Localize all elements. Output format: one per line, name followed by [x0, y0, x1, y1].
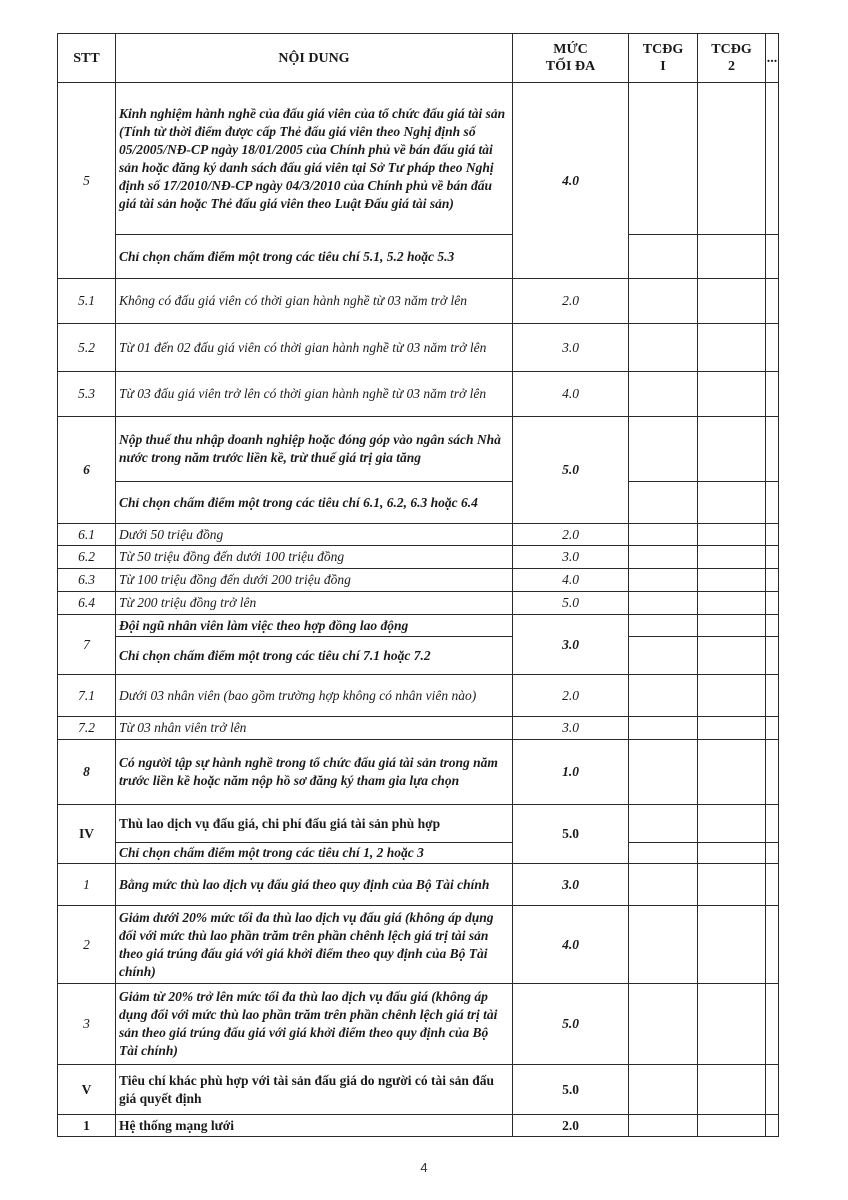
score-cell-more[interactable] — [766, 984, 779, 1065]
score-cell-1[interactable] — [629, 524, 698, 546]
table-row — [58, 482, 779, 524]
score-cell-2[interactable] — [698, 984, 766, 1065]
score-cell-1[interactable] — [629, 1065, 698, 1115]
header-max: MỨC TỐI ĐA — [513, 34, 629, 83]
score-cell-more[interactable] — [766, 615, 779, 637]
row-stt: 6.2 — [58, 546, 116, 569]
score-cell-2[interactable] — [698, 717, 766, 740]
row-max: 2.0 — [513, 279, 629, 324]
score-cell-1[interactable] — [629, 482, 698, 524]
table-row — [58, 524, 779, 546]
row-content: Dưới 03 nhân viên (bao gồm trường hợp không có nhân viên nào) — [116, 675, 513, 717]
score-cell-more[interactable] — [766, 1115, 779, 1137]
table-row — [58, 740, 779, 805]
table-row — [58, 372, 779, 417]
score-cell-2[interactable] — [698, 83, 766, 235]
page-number: 4 — [420, 1160, 428, 1175]
row-stt: 6 — [58, 417, 116, 524]
row-max: 5.0 — [513, 1065, 629, 1115]
score-cell-2[interactable] — [698, 546, 766, 569]
score-cell-2[interactable] — [698, 592, 766, 615]
header-stt: STT — [58, 34, 116, 83]
score-cell-1[interactable] — [629, 1115, 698, 1137]
row-max: 3.0 — [513, 324, 629, 372]
row-max: 2.0 — [513, 524, 629, 546]
table-row — [58, 984, 779, 1065]
header-tc1: TCĐG I — [629, 34, 698, 83]
row-content: Từ 03 đấu giá viên trở lên có thời gian hành nghề từ 03 năm trở lên — [116, 372, 513, 417]
criteria-table — [57, 33, 779, 1137]
row-stt: 7.1 — [58, 675, 116, 717]
table-row — [58, 805, 779, 843]
row-max: 3.0 — [513, 615, 629, 675]
score-cell-1[interactable] — [629, 637, 698, 675]
score-cell-1[interactable] — [629, 417, 698, 482]
row-max: 2.0 — [513, 675, 629, 717]
score-cell-1[interactable] — [629, 675, 698, 717]
score-cell-more[interactable] — [766, 864, 779, 906]
row-max: 3.0 — [513, 546, 629, 569]
row-stt: 5.1 — [58, 279, 116, 324]
header-content: NỘI DUNG — [116, 34, 513, 83]
score-cell-2[interactable] — [698, 524, 766, 546]
score-cell-1[interactable] — [629, 569, 698, 592]
table-row — [58, 546, 779, 569]
row-stt: 1 — [58, 864, 116, 906]
row-content: Đội ngũ nhân viên làm việc theo hợp đồng lao động — [116, 615, 513, 637]
score-cell-2[interactable] — [698, 843, 766, 864]
row-note: Chỉ chọn chấm điểm một trong các tiêu chí 5.1, 5.2 hoặc 5.3 — [116, 235, 513, 279]
row-max: 5.0 — [513, 984, 629, 1065]
row-content: Tiêu chí khác phù hợp với tài sản đấu giá do người có tài sản đấu giá quyết định — [116, 1065, 513, 1115]
score-cell-more[interactable] — [766, 717, 779, 740]
row-content: Từ 50 triệu đồng đến dưới 100 triệu đồng — [116, 546, 513, 569]
score-cell-2[interactable] — [698, 805, 766, 843]
row-max: 3.0 — [513, 717, 629, 740]
row-stt: 6.1 — [58, 524, 116, 546]
row-stt: 3 — [58, 984, 116, 1065]
score-cell-more[interactable] — [766, 235, 779, 279]
score-cell-1[interactable] — [629, 324, 698, 372]
row-content: Từ 100 triệu đồng đến dưới 200 triệu đồng — [116, 569, 513, 592]
row-content: Không có đấu giá viên có thời gian hành nghề từ 03 năm trở lên — [116, 279, 513, 324]
row-max: 4.0 — [513, 569, 629, 592]
score-cell-more[interactable] — [766, 592, 779, 615]
score-cell-1[interactable] — [629, 83, 698, 235]
row-stt: 7.2 — [58, 717, 116, 740]
row-stt: IV — [58, 805, 116, 864]
score-cell-more[interactable] — [766, 417, 779, 482]
score-cell-1[interactable] — [629, 546, 698, 569]
row-stt: 5 — [58, 83, 116, 279]
score-cell-2[interactable] — [698, 637, 766, 675]
row-max: 5.0 — [513, 417, 629, 524]
score-cell-2[interactable] — [698, 864, 766, 906]
score-cell-1[interactable] — [629, 592, 698, 615]
row-stt: 5.3 — [58, 372, 116, 417]
table-row — [58, 864, 779, 906]
score-cell-more[interactable] — [766, 279, 779, 324]
row-content: Từ 03 nhân viên trở lên — [116, 717, 513, 740]
row-max: 2.0 — [513, 1115, 629, 1137]
score-cell-more[interactable] — [766, 637, 779, 675]
table-row — [58, 235, 779, 279]
row-max: 4.0 — [513, 372, 629, 417]
score-cell-more[interactable] — [766, 740, 779, 805]
row-stt: 6.4 — [58, 592, 116, 615]
table-row — [58, 717, 779, 740]
score-cell-2[interactable] — [698, 569, 766, 592]
row-content: Kinh nghiệm hành nghề của đấu giá viên của tổ chức đấu giá tài sản (Tính từ thời điểm được cấp Thẻ đấu giá viên theo Nghị định số 05/2005/NĐ-CP ngày 18/01/2005 của Chính phủ về bán đấu giá tài sản hoặc đăng ký danh sách đấu giá viên tại Sở Tư pháp theo Nghị định số 17/2010/NĐ-CP ngày 04/3/2010 của Chính phủ về bán đấu giá tài sản hoặc Thẻ đấu giá viên theo Luật Đấu giá tài sản) — [116, 83, 513, 235]
header-tc2: TCĐG 2 — [698, 34, 766, 83]
score-cell-2[interactable] — [698, 740, 766, 805]
score-cell-more[interactable] — [766, 83, 779, 235]
header-row — [58, 34, 779, 83]
header-more: ... — [766, 34, 779, 83]
score-cell-more[interactable] — [766, 524, 779, 546]
row-max: 5.0 — [513, 805, 629, 864]
table-row — [58, 279, 779, 324]
row-content: Thù lao dịch vụ đấu giá, chi phí đấu giá tài sản phù hợp — [116, 805, 513, 843]
row-max: 1.0 — [513, 740, 629, 805]
row-stt: 8 — [58, 740, 116, 805]
row-max: 5.0 — [513, 592, 629, 615]
table-row — [58, 569, 779, 592]
score-cell-1[interactable] — [629, 235, 698, 279]
row-content: Bằng mức thù lao dịch vụ đấu giá theo quy định của Bộ Tài chính — [116, 864, 513, 906]
table-row — [58, 417, 779, 482]
score-cell-2[interactable] — [698, 1115, 766, 1137]
score-cell-1[interactable] — [629, 843, 698, 864]
table-row — [58, 675, 779, 717]
score-cell-1[interactable] — [629, 372, 698, 417]
row-stt: 2 — [58, 906, 116, 984]
score-cell-2[interactable] — [698, 279, 766, 324]
score-cell-1[interactable] — [629, 717, 698, 740]
row-stt: 5.2 — [58, 324, 116, 372]
score-cell-more[interactable] — [766, 843, 779, 864]
row-content: Hệ thống mạng lưới — [116, 1115, 513, 1137]
table-row — [58, 324, 779, 372]
table-row — [58, 615, 779, 637]
row-note: Chỉ chọn chấm điểm một trong các tiêu chí 7.1 hoặc 7.2 — [116, 637, 513, 675]
row-stt: V — [58, 1065, 116, 1115]
table-row — [58, 843, 779, 864]
row-content: Nộp thuế thu nhập doanh nghiệp hoặc đóng góp vào ngân sách Nhà nước trong năm trước liền kề, trừ thuế giá trị gia tăng — [116, 417, 513, 482]
row-max: 4.0 — [513, 83, 629, 279]
table-row — [58, 592, 779, 615]
score-cell-1[interactable] — [629, 805, 698, 843]
score-cell-2[interactable] — [698, 324, 766, 372]
score-cell-2[interactable] — [698, 906, 766, 984]
row-content: Giảm từ 20% trở lên mức tối đa thù lao dịch vụ đấu giá (không áp dụng đối với mức thù lao phần trăm trên phần chênh lệch giá trị tài sản theo giá trúng đấu giá với giá khởi điểm theo quy định của Bộ Tài chính) — [116, 984, 513, 1065]
row-stt: 7 — [58, 615, 116, 675]
score-cell-2[interactable] — [698, 235, 766, 279]
row-note: Chỉ chọn chấm điểm một trong các tiêu chí 1, 2 hoặc 3 — [116, 843, 513, 864]
score-cell-more[interactable] — [766, 546, 779, 569]
table-row — [58, 906, 779, 984]
score-cell-2[interactable] — [698, 675, 766, 717]
score-cell-1[interactable] — [629, 984, 698, 1065]
score-cell-more[interactable] — [766, 1065, 779, 1115]
score-cell-more[interactable] — [766, 324, 779, 372]
score-cell-2[interactable] — [698, 482, 766, 524]
score-cell-more[interactable] — [766, 482, 779, 524]
row-stt: 1 — [58, 1115, 116, 1137]
table-row — [58, 83, 779, 235]
score-cell-2[interactable] — [698, 1065, 766, 1115]
row-content: Có người tập sự hành nghề trong tổ chức đấu giá tài sản trong năm trước liền kề hoặc năm nộp hồ sơ đăng ký tham gia lựa chọn — [116, 740, 513, 805]
table-row — [58, 1065, 779, 1115]
score-cell-2[interactable] — [698, 615, 766, 637]
score-cell-more[interactable] — [766, 805, 779, 843]
row-content: Dưới 50 triệu đồng — [116, 524, 513, 546]
score-cell-1[interactable] — [629, 615, 698, 637]
score-cell-more[interactable] — [766, 906, 779, 984]
row-content: Giảm dưới 20% mức tối đa thù lao dịch vụ đấu giá (không áp dụng đối với mức thù lao phần trăm trên phần chênh lệch giá trị tài sản theo giá trúng đấu giá với giá khởi điểm theo quy định của Bộ Tài chính) — [116, 906, 513, 984]
table-row — [58, 637, 779, 675]
row-note: Chỉ chọn chấm điểm một trong các tiêu chí 6.1, 6.2, 6.3 hoặc 6.4 — [116, 482, 513, 524]
score-cell-1[interactable] — [629, 740, 698, 805]
score-cell-1[interactable] — [629, 906, 698, 984]
score-cell-2[interactable] — [698, 372, 766, 417]
row-content: Từ 01 đến 02 đấu giá viên có thời gian hành nghề từ 03 năm trở lên — [116, 324, 513, 372]
score-cell-1[interactable] — [629, 864, 698, 906]
row-max: 4.0 — [513, 906, 629, 984]
table-row — [58, 1115, 779, 1137]
row-stt: 6.3 — [58, 569, 116, 592]
row-content: Từ 200 triệu đồng trở lên — [116, 592, 513, 615]
score-cell-more[interactable] — [766, 372, 779, 417]
score-cell-2[interactable] — [698, 417, 766, 482]
score-cell-more[interactable] — [766, 569, 779, 592]
score-cell-more[interactable] — [766, 675, 779, 717]
row-max: 3.0 — [513, 864, 629, 906]
score-cell-1[interactable] — [629, 279, 698, 324]
